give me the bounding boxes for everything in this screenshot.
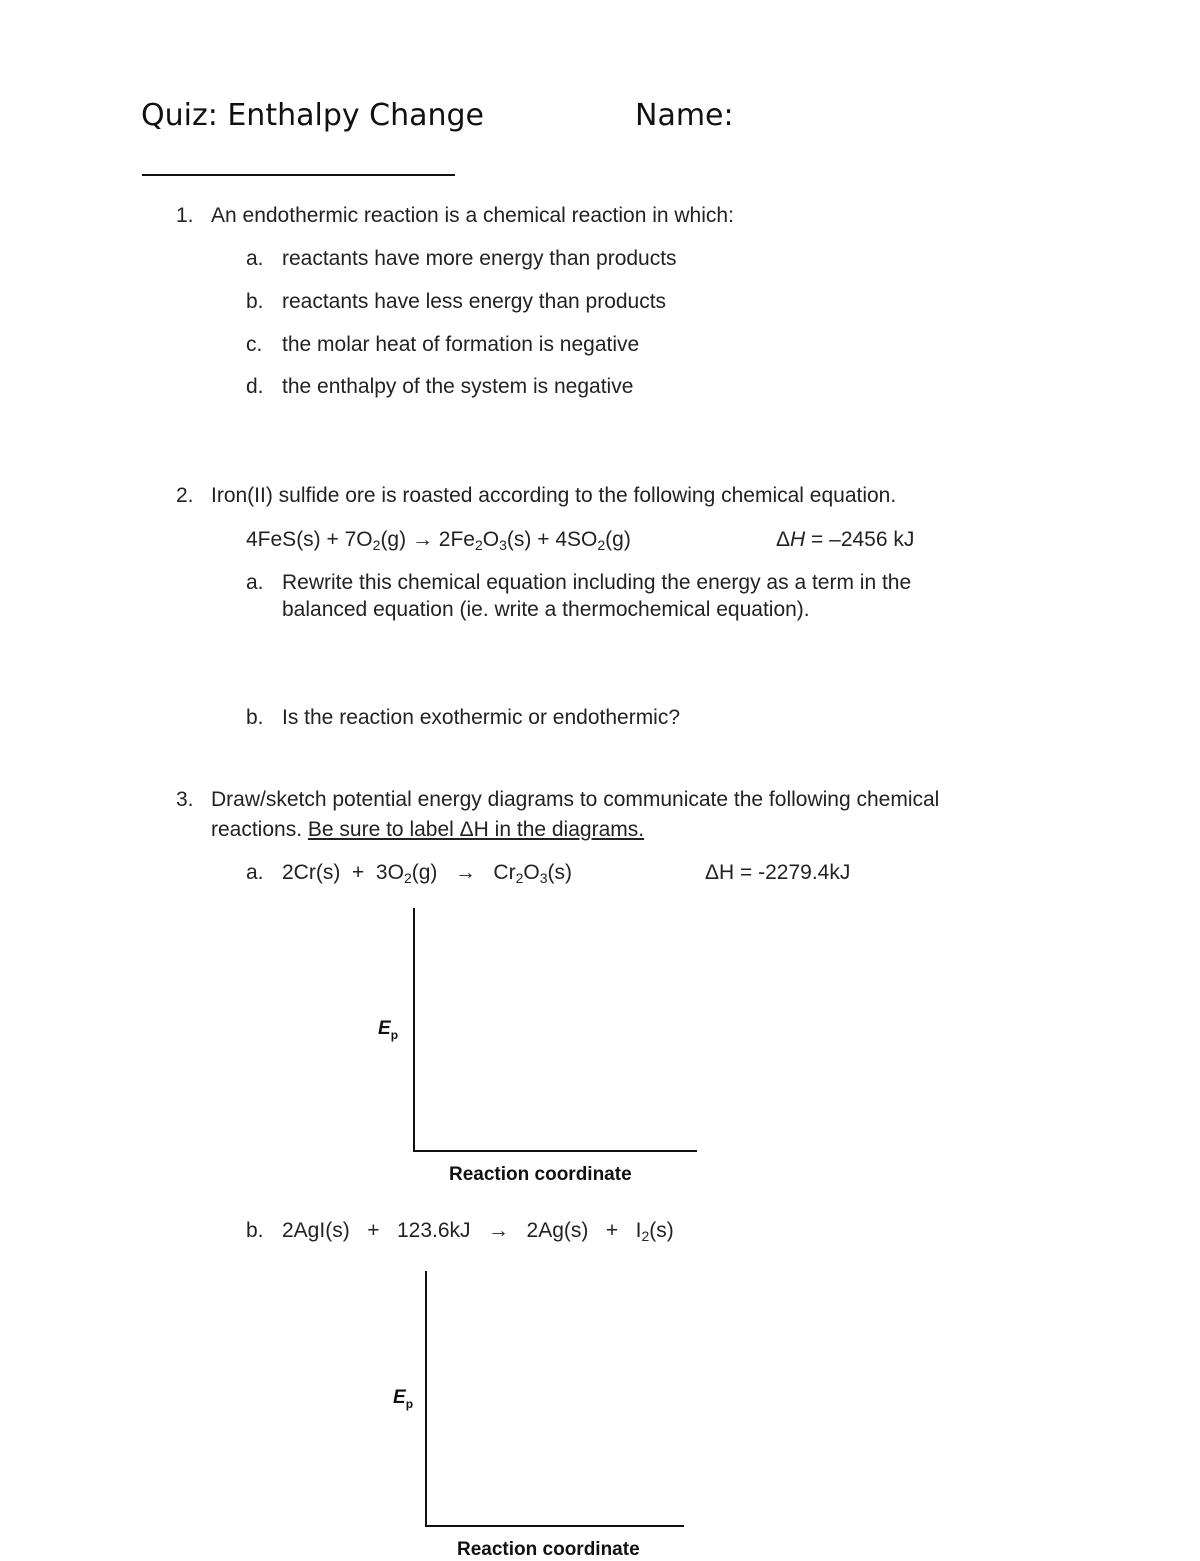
q1-option-a[interactable]: reactants have more energy than products	[282, 247, 677, 270]
q1-option-b[interactable]: reactants have less energy than products	[282, 290, 667, 313]
q2-delta-h: ΔH = –2456 kJ	[776, 528, 915, 551]
q2-part-b-letter: b.	[246, 706, 264, 729]
q3-part-a-letter: a.	[246, 861, 264, 884]
q2-part-a-letter: a.	[246, 571, 264, 594]
q1-option-d[interactable]: the enthalpy of the system is negative	[282, 375, 634, 398]
q2-part-a-line2: balanced equation (ie. write a thermochemical equation).	[282, 598, 810, 621]
diagram-a-x-axis	[413, 1150, 697, 1152]
diagram-b-y-label: $E_p$	[393, 1387, 414, 1411]
q3-line1: Draw/sketch potential energy diagrams to communicate the following chemical	[211, 788, 940, 811]
q2-part-a-line1: Rewrite this chemical equation including the energy as a term in the	[282, 571, 912, 594]
diagram-b-y-axis	[425, 1271, 427, 1527]
name-blank-line[interactable]	[142, 174, 455, 176]
diagram-b-x-axis	[425, 1525, 684, 1527]
q1-option-c[interactable]: the molar heat of formation is negative	[282, 333, 640, 356]
q3-instruction-underlined: Be sure to label ΔH in the diagrams.	[307, 818, 645, 841]
q1-option-a-letter: a.	[246, 247, 264, 270]
q3-part-b-equation: $2AgI(s) + 123.6kJ \to 2Ag(s) + I_2(s)$	[282, 1219, 674, 1244]
q1-text: An endothermic reaction is a chemical reaction in which:	[211, 204, 734, 227]
diagram-b-x-label: Reaction coordinate	[457, 1539, 640, 1560]
q1-option-b-letter: b.	[246, 290, 264, 313]
diagram-a-y-axis	[413, 908, 415, 1152]
q3-part-a-equation: $2Cr(s) + 3O_2(g) \to Cr_2O_3(s)$	[282, 861, 573, 886]
diagram-a-y-label: $E_p$	[378, 1018, 399, 1042]
q2-equation: $4FeS(s) + 7O_2(g) \to 2Fe_2O_3(s) + 4SO_2(g)$	[246, 528, 631, 553]
q3-part-b-letter: b.	[246, 1219, 264, 1242]
name-label: Name:	[635, 98, 734, 133]
diagram-a-x-label: Reaction coordinate	[449, 1164, 632, 1185]
q3-line2: reactions. Be sure to label ΔH in the diagrams.	[211, 818, 645, 841]
q1-option-d-letter: d.	[246, 375, 264, 398]
q2-part-b: Is the reaction exothermic or endothermic?	[282, 706, 681, 729]
q3-part-a-delta-h: ΔH = -2279.4kJ	[705, 861, 851, 884]
q2-text: Iron(II) sulfide ore is roasted according to the following chemical equation.	[211, 484, 897, 507]
q1-number: 1.	[176, 204, 194, 227]
quiz-title: Quiz: Enthalpy Change	[141, 98, 485, 133]
q2-number: 2.	[176, 484, 194, 507]
q3-number: 3.	[176, 788, 194, 811]
q1-option-c-letter: c.	[246, 333, 263, 356]
